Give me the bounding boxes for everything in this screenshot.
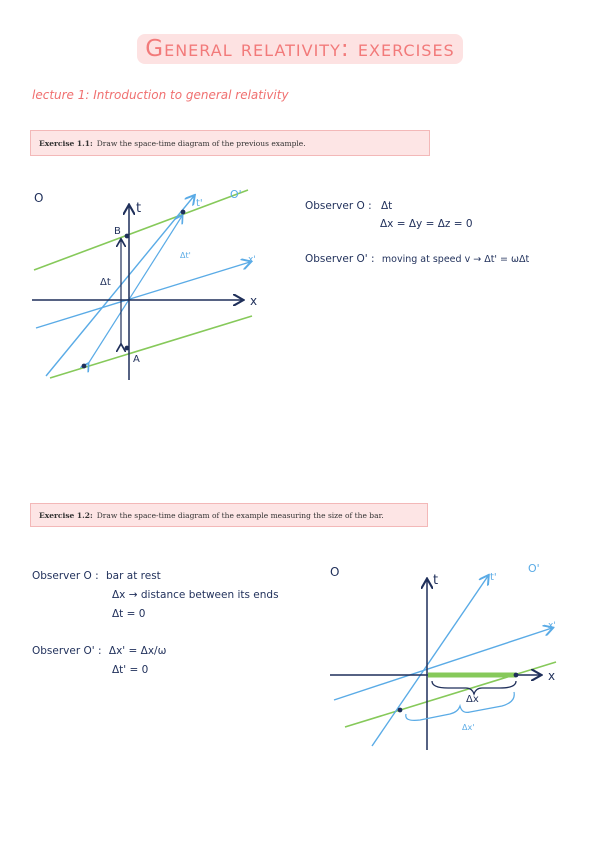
t-prime-label-1: t'	[196, 198, 203, 209]
ex1-observer-o-dt: Δt	[381, 200, 393, 212]
point-b-label: B	[114, 226, 121, 237]
delta-x-prime-label: Δx'	[462, 723, 475, 732]
page-title: General relativity: exercises	[137, 34, 462, 64]
ex1-observer-o-label: Observer O :	[305, 200, 372, 212]
intersection-dot-2	[398, 708, 403, 713]
delta-x-label: Δx	[466, 694, 479, 705]
green-line-2	[345, 662, 556, 727]
delta-t-label: Δt	[100, 277, 111, 288]
ex2-observer-o-l1: bar at rest	[106, 570, 161, 582]
t-label-2: t	[433, 573, 439, 588]
x-prime-label-2: x'	[548, 621, 556, 631]
x-prime-label-1: x'	[248, 255, 256, 265]
delta-t-prime-label: Δt'	[180, 251, 191, 260]
frame-o-label-2: O	[330, 565, 340, 579]
frame-o-label-1: O	[34, 191, 44, 205]
ex2-observer-op-l1: Δx' = Δx/ω	[108, 645, 167, 657]
point-a-label: A	[133, 354, 140, 365]
bar-end-dot	[514, 673, 519, 678]
ex1-observer-o-spatial: Δx = Δy = Δz = 0	[380, 218, 473, 230]
exercise-1-1-text: Draw the space-time diagram of the previous example.	[96, 138, 306, 148]
ex1-observer-op-text: moving at speed v → Δt' = ωΔt	[381, 254, 530, 265]
ex2-observer-o-l3: Δt = 0	[112, 608, 146, 620]
t-label-1: t	[136, 201, 142, 216]
exercise-1-2-text: Draw the space-time diagram of the example measuring the size of the bar.	[96, 510, 384, 520]
t-prime-label-2: t'	[490, 572, 497, 583]
ex2-observer-o-l2: Δx → distance between its ends	[112, 589, 279, 601]
exercise-1-1-label: Exercise 1.1:	[39, 138, 93, 148]
frame-o-prime-label-2: O'	[528, 562, 540, 575]
exercise-1-2-label: Exercise 1.2:	[39, 510, 93, 520]
x-prime-axis-2	[334, 628, 552, 700]
x-label-2: x	[548, 669, 556, 683]
ex2-observer-op-label: Observer O' :	[32, 645, 102, 657]
lecture-heading: lecture 1: Introduction to general relativity	[32, 88, 289, 102]
ex1-observer-op-label: Observer O' :	[305, 253, 375, 265]
frame-o-prime-label-1: O'	[230, 188, 242, 201]
ex2-observer-op-l2: Δt' = 0	[112, 664, 149, 676]
delta-x-prime-brace	[406, 692, 514, 720]
t-prime-axis-2	[372, 576, 488, 746]
x-label-1: x	[250, 294, 258, 308]
ex2-observer-o-label: Observer O :	[32, 570, 99, 582]
